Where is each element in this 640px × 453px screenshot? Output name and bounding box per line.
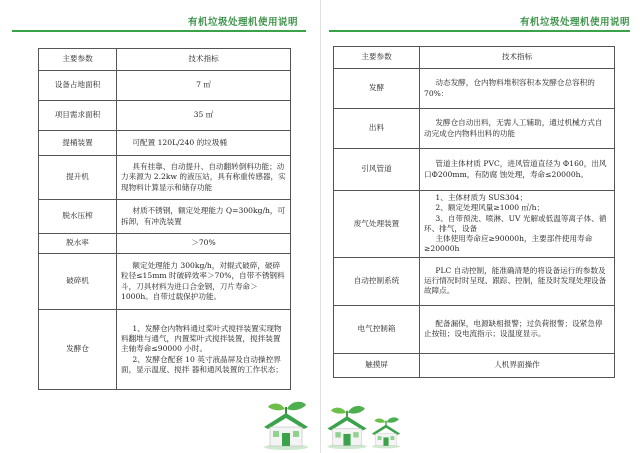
green-house-icon (322, 399, 372, 451)
header-param: 主要参数 (39, 49, 117, 71)
right-spec-table (333, 46, 615, 378)
green-house-icon (258, 395, 314, 451)
table-row: 提桶装置 可配置 120L/240 的垃圾桶 (39, 131, 291, 156)
table-row: 自动控制系统 PLC 自动控制，能准确清楚的将设备运行的参数及运行情况时时呈现、跟踪、控制，能及时发现处理设备故障点。 (334, 257, 615, 305)
table-row: 设备占地面积 7 ㎡ (39, 71, 291, 101)
header-spec: 技术指标 (420, 47, 615, 69)
fermenter-spec-1: 1、发酵仓内物料通过桨叶式搅拌装置实现物料翻堆与通气，内置桨叶式搅拌装置，搅拌装置主轴寿命≤90000 小时。 (121, 323, 282, 354)
table-header-row (334, 47, 615, 69)
table-row: 废气处理装置 1、主体材质为 SUS304； 2、额定处理风量≥1000 ㎥/h； 3、自带预洗、喷淋、UV 光解或低温等离子体、循环、排气，设备 主体使用寿命应≥90000h，主要部件使用寿命≥20000h (334, 191, 615, 258)
table-row: 电气控制箱 配备漏保，电源缺相报警；过负荷报警；设紧急停止按钮；设电流指示；设温度显示。 (334, 305, 615, 353)
table-row: 脱水率 ＞70% (39, 234, 291, 254)
table-row: 发酵仓 1、发酵仓内物料通过桨叶式搅拌装置实现物料翻堆与通气，内置桨叶式搅拌装置，搅拌装置主轴寿命≤90000 小时。 2、发酵仓配套 10 英寸液晶屏及自动操控界面，显示温度、搅拌 器和通风装置的工作状态； (39, 310, 291, 390)
table-row: 引风管道 管道主体材质 PVC，进风管道直径为 Ф160，出风口Ф200mm，有防腐 蚀处理，寿命≤20000h。 (334, 149, 615, 191)
table-row: 发酵 动态发酵，仓内物料堆积容积本发酵仓总容积的 70%： (334, 69, 615, 109)
green-house-icon (368, 411, 404, 451)
exhaust-spec-4: 主体使用寿命应≥90000h，主要部件使用寿命≥20000h (424, 234, 593, 254)
table-header-row (39, 49, 291, 71)
right-page (320, 0, 640, 453)
header-param: 主要参数 (334, 47, 420, 69)
table-row: 项目需求面积 35 ㎡ (39, 101, 291, 131)
header-rule-left (12, 30, 306, 32)
table-row: 触摸屏 人机界面操作 (334, 353, 615, 377)
table-row: 提升机 具有挂靠、自动提升、自动翻转倒料功能；动力来源为 2.2kw 的液压站，具有称重传感器，实现物料计算显示和储存功能 (39, 156, 291, 200)
header-rule-right (329, 30, 630, 32)
fermenter-spec-2: 2、发酵仓配套 10 英寸液晶屏及自动操控界面，显示温度、搅拌 器和通风装置的工作状态； (121, 354, 283, 374)
table-row: 出料 发酵仓自动出料，无需人工辅助，通过机械方式自动完成仓内物料出料的功能 (334, 109, 615, 149)
exhaust-spec-2: 2、额定处理风量≥1000 ㎥/h； (435, 203, 545, 213)
exhaust-spec-1: 1、主体材质为 SUS304； (435, 193, 528, 202)
exhaust-spec-3: 3、自带预洗、喷淋、UV 光解或低温等离子体、循环、排气，设备 (424, 213, 607, 233)
table-row: 脱水压榨 材质不锈钢，额定处理能力 Q=300kg/h，可拆卸，有冲洗装置 (39, 200, 291, 234)
header-title-left: 有机垃圾处理机使用说明 (187, 17, 298, 28)
left-spec-table (38, 48, 291, 390)
header-spec: 技术指标 (117, 49, 291, 71)
header-title-right: 有机垃圾处理机使用说明 (519, 17, 630, 28)
table-row: 破碎机 额定处理能力 300kg/h，对辊式破碎，破碎粒径≤15mm 时破碎效率＞70%，自带不锈钢料斗，刀具材料为进口合金钢，刀片寿命＞1000h。自带过载保护功能。 (39, 254, 291, 310)
